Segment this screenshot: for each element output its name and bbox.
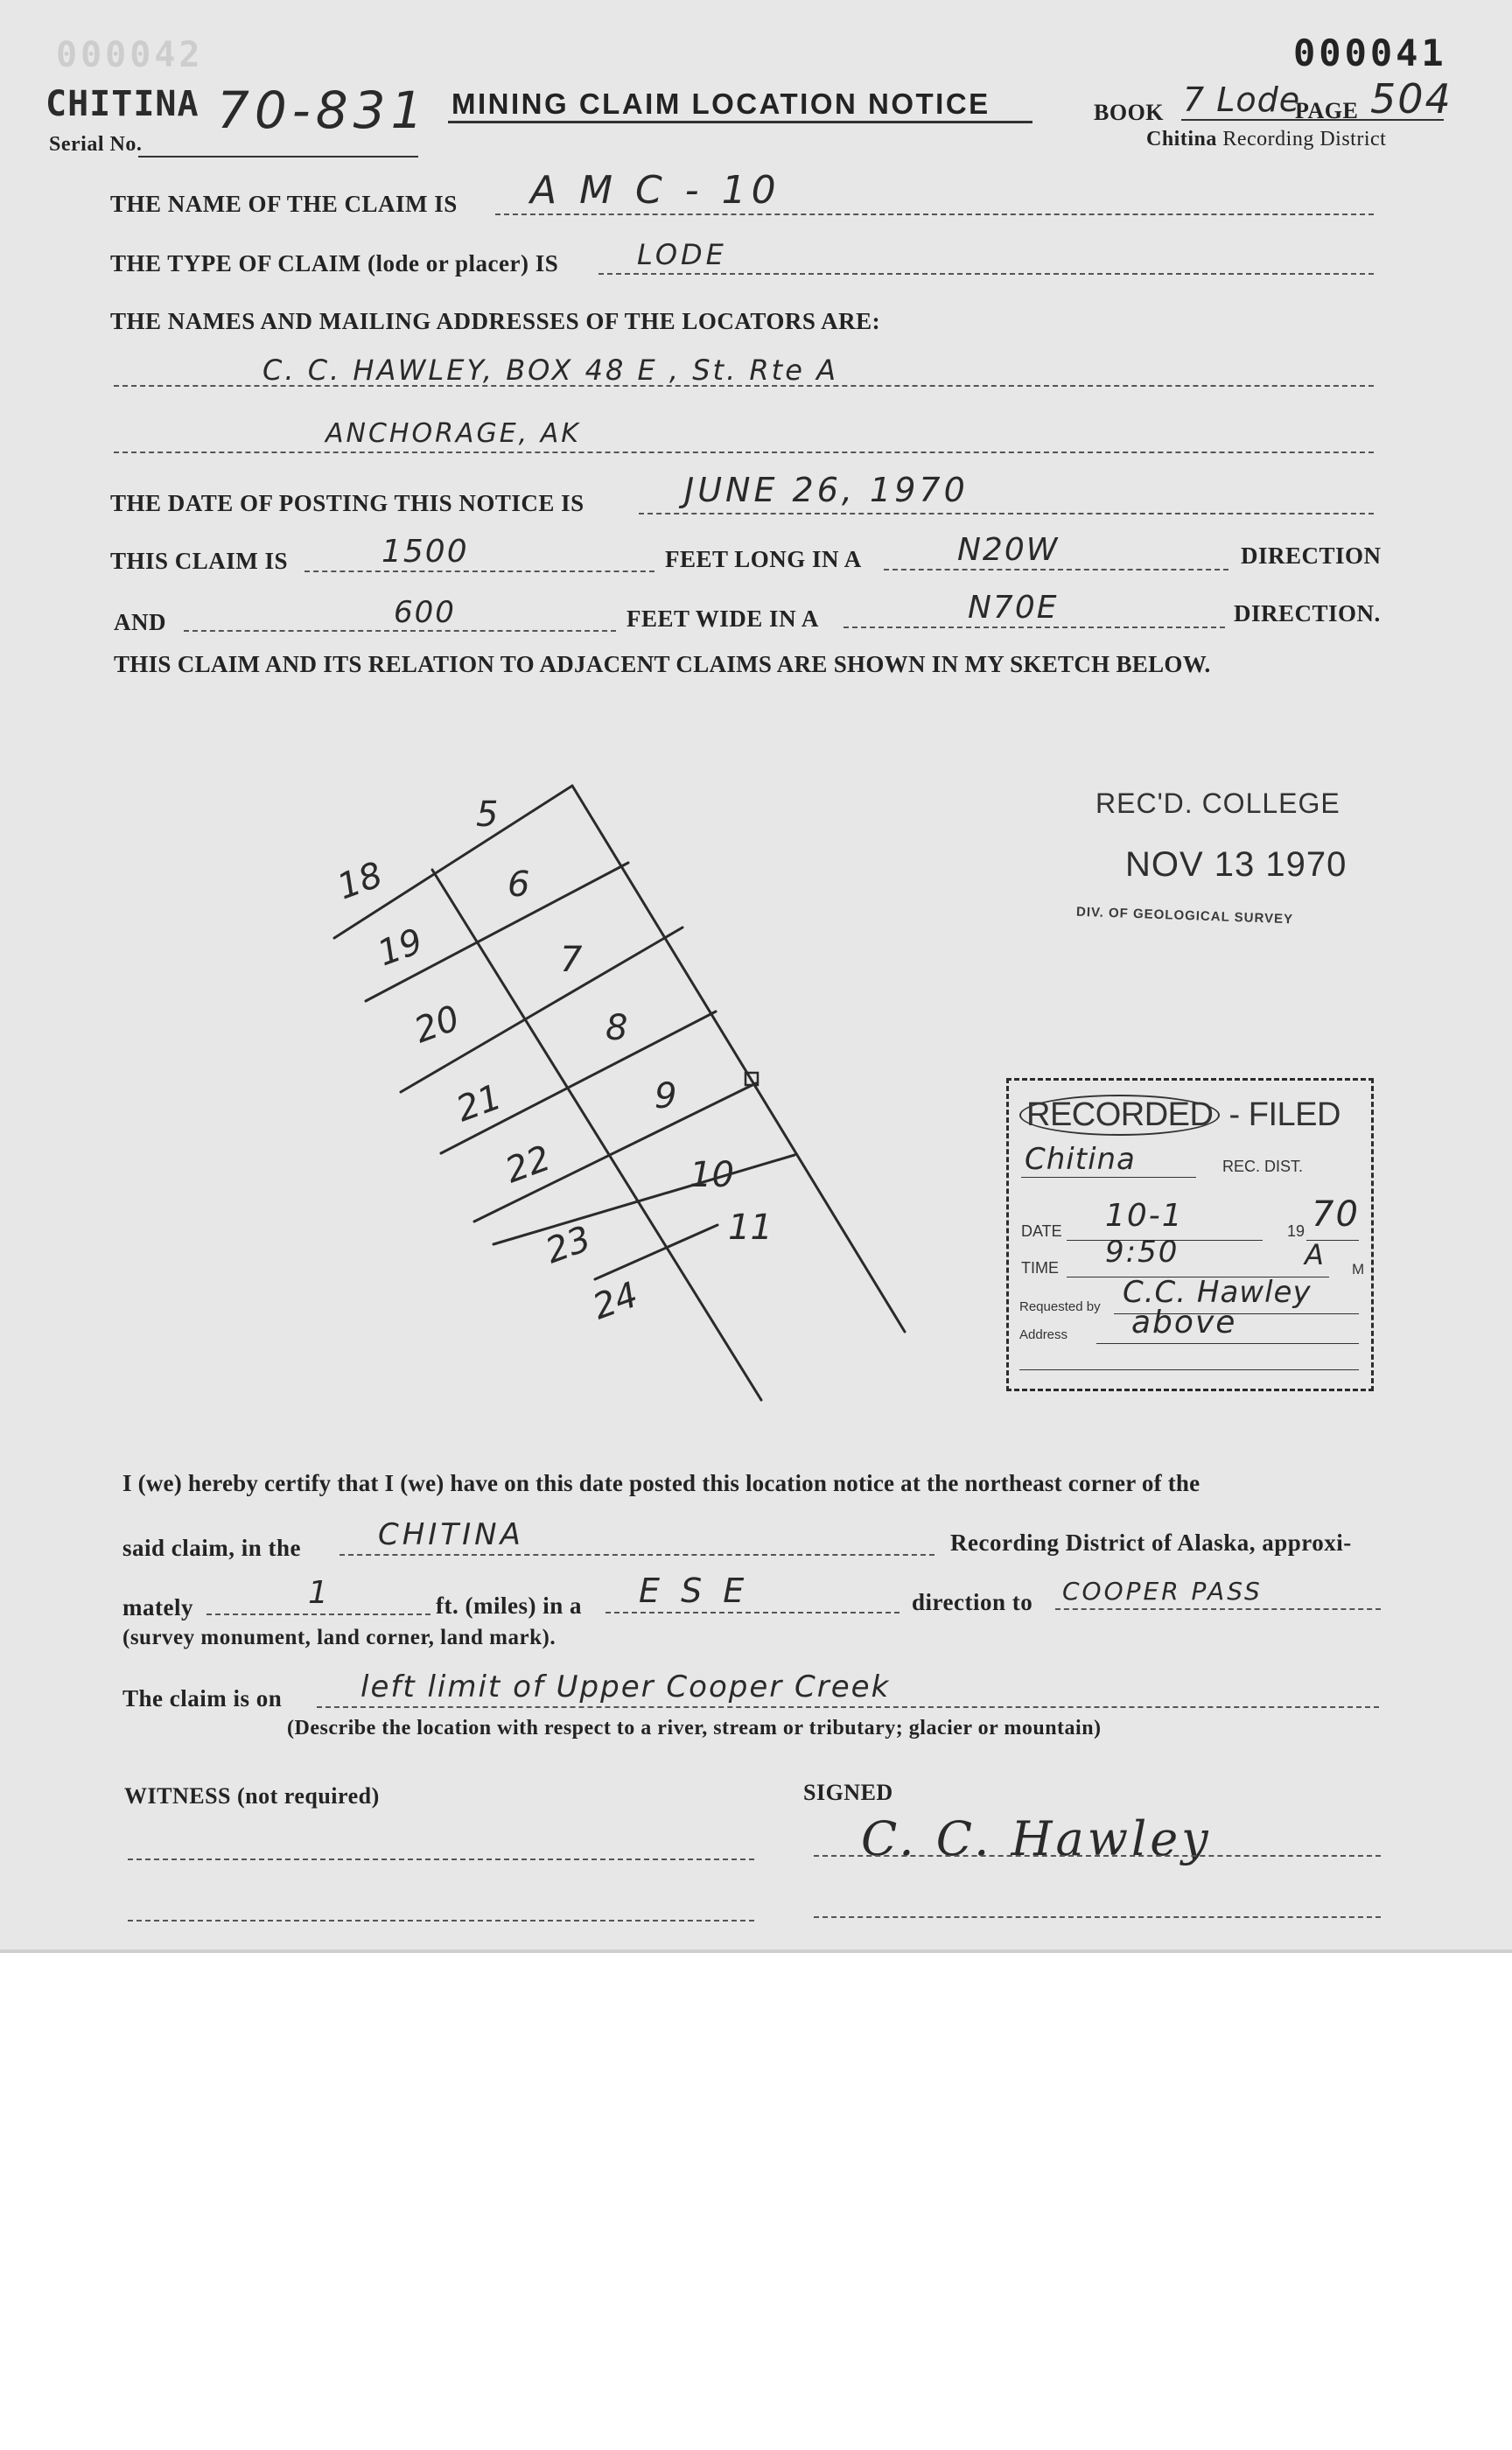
stamp-ampm-value: A [1305,1238,1326,1271]
book-value: 7 Lode [1183,80,1301,119]
certification-line-4: (survey monument, land corner, land mark). [122,1626,556,1649]
posting-date-label: THE DATE OF POSTING THIS NOTICE IS [110,490,584,516]
stamp-year-value: 70 [1312,1194,1360,1235]
signed-label: SIGNED [803,1780,893,1805]
serial-label: Serial No. [49,133,143,156]
sketch-label-10: 10 [690,1155,734,1195]
sketch-label: THIS CLAIM AND ITS RELATION TO ADJACENT CLAIMS ARE SHOWN IN MY SKETCH BELOW. [114,651,1211,677]
stamp-date-value: 10-1 [1105,1198,1184,1234]
doc-number: 000041 [1293,32,1447,74]
location-line [317,1706,1379,1708]
certification-line-3-start: mately [122,1594,193,1620]
signed-line-2 [814,1916,1381,1918]
direction-line [606,1612,900,1614]
recorded-circled: RECORDED [1019,1095,1220,1136]
sketch-center-boundary [432,870,761,1400]
faint-doc-number: 000042 [56,35,204,75]
certification-line-2-start: said claim, in the [122,1535,302,1561]
width-direction-word: DIRECTION. [1234,600,1381,626]
location-value: left limit of Upper Cooper Creek [360,1670,891,1704]
length-direction-word: DIRECTION [1241,542,1382,569]
sketch-label-20: 20 [409,998,466,1052]
signature: C. C. Hawley [861,1811,1212,1866]
district-bold: Chitina [1146,128,1217,150]
stamp-district-line [1021,1177,1196,1178]
certification-line-1: I (we) hereby certify that I (we) have on this date posted this location notice at the northeast corner of the [122,1470,1200,1496]
location-label: The claim is on [122,1685,283,1712]
recorded-title [1019,1095,1340,1136]
certification-direction-value: E S E [639,1572,750,1610]
sketch-label-6: 6 [508,864,530,905]
page-value: 504 [1370,75,1452,122]
stamp-address-value: above [1131,1305,1237,1340]
witness-line-1 [128,1858,754,1860]
filed-word: - FILED [1228,1096,1340,1133]
sketch-label-21: 21 [451,1076,508,1130]
serial-number: 70-831 [217,80,429,140]
certification-line-3-mid: ft. (miles) in a [436,1592,582,1619]
recorded-filed-stamp [1006,1078,1374,1391]
certification-landmark-value: COOPER PASS [1062,1577,1263,1606]
stamp-year-prefix: 19 [1287,1222,1306,1240]
region-stamp: CHITINA [46,84,200,124]
witness-label: WITNESS (not required) [124,1783,380,1809]
signed-line-1 [814,1855,1381,1857]
stamp-district-value: Chitina [1025,1142,1136,1177]
width-direction: N70E [968,590,1059,626]
stamp-address-line [1096,1343,1359,1344]
witness-line-2 [128,1920,754,1922]
claim-type-value: LODE [637,238,727,271]
sketch-label-24: 24 [587,1274,644,1328]
length-value: 1500 [382,534,469,570]
landmark-line [1055,1608,1381,1610]
stamp-district-label: REC. DIST. [1222,1158,1304,1175]
certification-distance-value: 1 [308,1575,330,1611]
district-line [340,1554,934,1556]
received-stamp-date: NOV 13 1970 [1125,845,1348,884]
stamp-requested-label: Requested by [1019,1299,1101,1314]
sketch-label-7: 7 [560,940,583,980]
width-label: AND [114,609,166,635]
district-rest: Recording District [1222,128,1387,150]
sketch-label-18: 18 [332,854,388,908]
sketch-label-11: 11 [728,1208,773,1248]
claim-name-label: THE NAME OF THE CLAIM IS [110,191,458,217]
width-unit: FEET WIDE IN A [626,606,819,632]
stamp-date-label: DATE [1021,1222,1062,1240]
sketch-label-8: 8 [606,1008,628,1048]
stamp-address-label: Address [1019,1327,1068,1342]
width-value: 600 [394,595,456,630]
book-label: BOOK [1094,100,1165,125]
locator-value-1: C. C. HAWLEY, BOX 48 E , St. Rte A [262,354,838,387]
certification-direction-label: direction to [912,1589,1033,1615]
sketch-label-9: 9 [654,1076,677,1116]
stamp-ampm-suffix: M [1352,1261,1365,1278]
sketch-label-23: 23 [540,1218,597,1272]
received-stamp-line3: DIV. OF GEOLOGICAL SURVEY [1075,904,1294,928]
form-title: MINING CLAIM LOCATION NOTICE [452,88,990,120]
locator-value-2: ANCHORAGE, AK [326,418,581,449]
length-direction: N20W [957,532,1060,568]
certification-line-2-end: Recording District of Alaska, approxi- [950,1530,1352,1556]
sketch-label-5: 5 [476,794,499,835]
stamp-blank-line [1019,1369,1359,1370]
length-unit: FEET LONG IN A [665,546,862,572]
claim-name-value: A M C - 10 [530,168,781,213]
claim-type-label: THE TYPE OF CLAIM (lode or placer) IS [110,250,559,276]
location-hint: (Describe the location with respect to a river, stream or tributary; glacier or mountain) [287,1717,1102,1740]
posting-date-value: JUNE 26, 1970 [684,471,969,509]
certification-district-value: CHITINA [378,1517,524,1552]
locators-label: THE NAMES AND MAILING ADDRESSES OF THE LOCATORS ARE: [110,308,881,334]
distance-line [206,1614,430,1615]
length-label: THIS CLAIM IS [110,548,289,574]
stamp-requested-value: C.C. Hawley [1123,1275,1312,1310]
stamp-time-label: TIME [1021,1259,1059,1277]
received-stamp-line1: REC'D. COLLEGE [1096,788,1340,819]
sketch-label-22: 22 [500,1138,556,1192]
page-label: PAGE [1295,98,1359,123]
sketch-label-19: 19 [372,920,429,975]
stamp-time-value: 9:50 [1105,1235,1180,1270]
